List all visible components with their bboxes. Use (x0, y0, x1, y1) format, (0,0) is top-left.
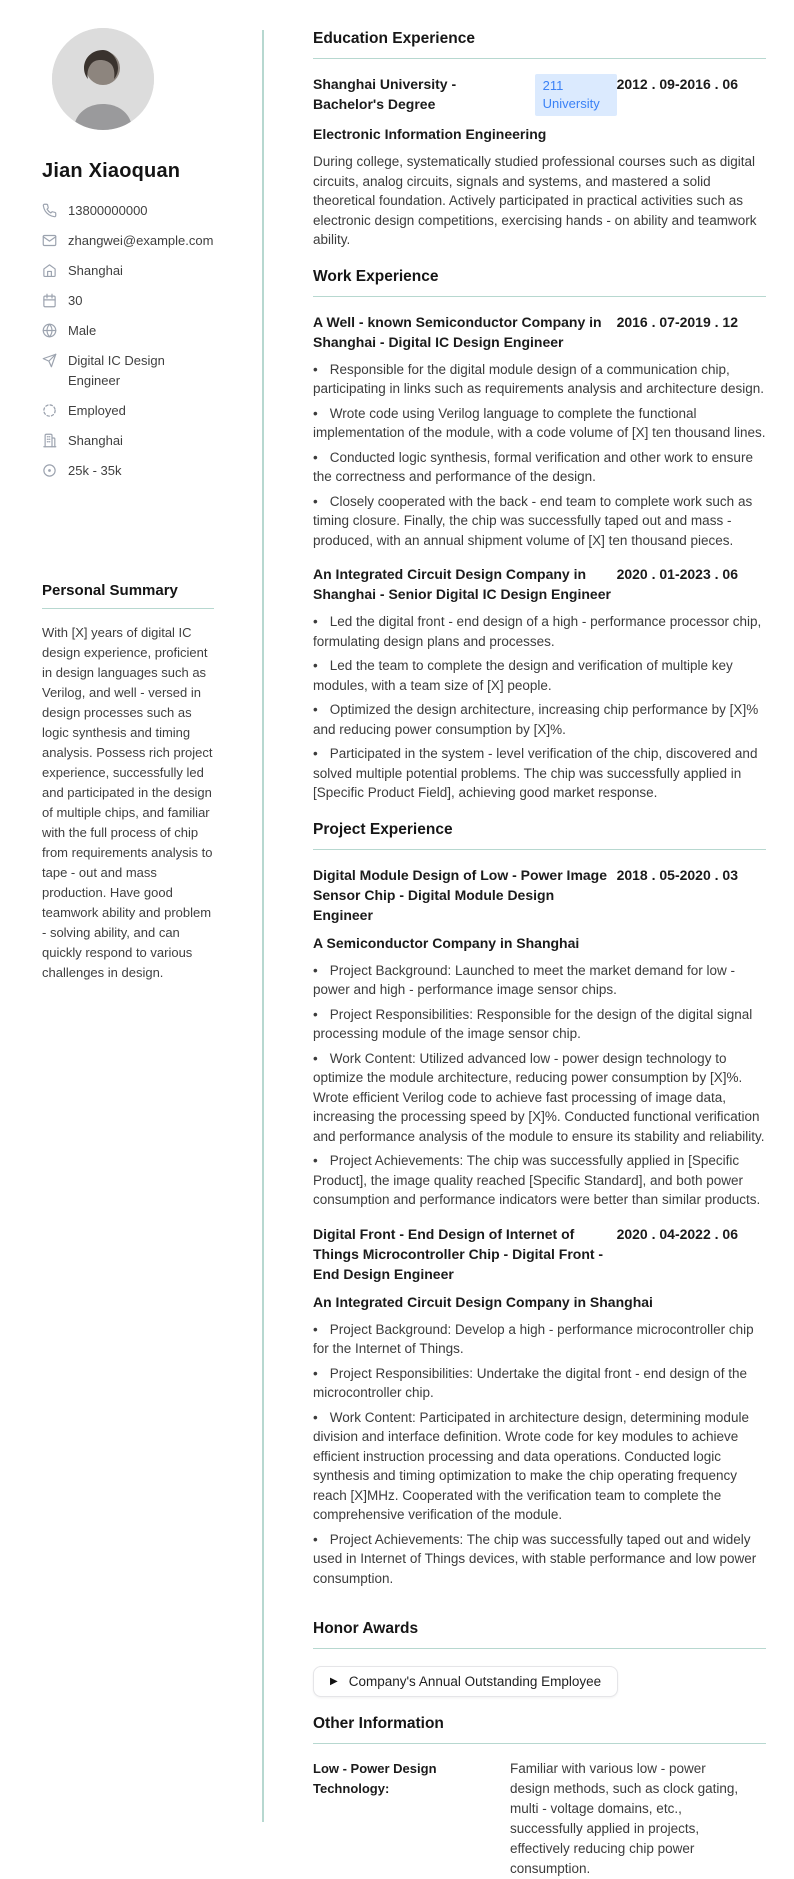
mail-icon (42, 233, 57, 248)
bullet-text: Closely cooperated with the back - end team to complete work such as timing closure. Finally, the chip was successfully taped out and mass - produced, with an annual shipment volume of [X] ten thousand pieces. (313, 493, 753, 548)
honor-awards-section (313, 1618, 766, 1697)
bullet-item (313, 700, 766, 739)
work-item (313, 564, 766, 803)
paper-plane-icon (42, 353, 57, 368)
bullet-dot: • (313, 1006, 318, 1022)
bullet-item (313, 1320, 766, 1359)
contact-salary-text: 25k - 35k (68, 463, 122, 478)
bullet-dot: • (313, 361, 318, 377)
bullet-item (313, 1364, 766, 1403)
bullet-text: Project Achievements: The chip was successfully taped out and widely used in Internet of Things devices, with stable performance and low power consumption. (313, 1531, 757, 1586)
project-item (313, 865, 766, 1210)
project-company: A Semiconductor Company in Shanghai (313, 934, 580, 951)
contact-location (42, 261, 216, 281)
avatar-photo-placeholder (52, 28, 154, 130)
other-information-section (313, 1713, 766, 1879)
project-title-role: Digital Module Design of Low - Power Image Sensor Chip - Digital Module Design Engineer (313, 866, 608, 923)
bullet-text: Wrote code using Verilog language to complete the functional implementation of the module, with a code volume of [X] ten thousand lines. (313, 405, 766, 440)
status-icon (42, 403, 57, 418)
work-item-header (313, 312, 766, 352)
building-icon (42, 433, 57, 448)
bullet-text: Project Responsibilities: Undertake the digital front - end design of the microcontroller chip. (313, 1365, 747, 1400)
home-icon (42, 263, 57, 278)
bullet-item (313, 1151, 766, 1210)
bullet-item (313, 360, 766, 399)
bullet-text: Work Content: Participated in architecture design, determining module division and interface definition. Wrote code for key modules to achieve efficient instruction processing and data operations. Conducted logic synthesis and timing optimization to make the chip operating frequency reach [X]MHz. Cooperated with the verification team to complete the comprehensive verification of the module. (313, 1409, 749, 1522)
contact-job-intention (42, 351, 216, 391)
contact-email-text: zhangwei@example.com (68, 233, 214, 248)
play-icon: ▶ (330, 1675, 338, 1687)
bullet-text: Work Content: Utilized advanced low - power design technology to optimize the module architecture, reducing power consumption by [X]%. Wrote efficient Verilog code to achieve fast processing of image data, increasing the processing speed by [X]%. Conducted functional verification and performance analysis of the module to ensure its stability and reliability. (313, 1050, 765, 1144)
bullet-text: Responsible for the digital module design of a communication chip, participating in links such as requirements analysis and architecture design. (313, 361, 764, 396)
bullet-item (313, 656, 766, 695)
work-experience-section (313, 266, 766, 803)
work-date-range: 2016 . 07-2019 . 12 (616, 313, 738, 330)
work-section-title: Work Experience (313, 266, 766, 297)
salary-icon (42, 463, 57, 478)
education-date-range: 2012 . 09-2016 . 06 (616, 76, 738, 92)
work-company-role: A Well - known Semiconductor Company in Shanghai - Digital IC Design Engineer (313, 313, 602, 350)
bullet-dot: • (313, 1531, 318, 1547)
bullet-text: Led the digital front - end design of a high - performance processor chip, formulating design plans and processes. (313, 614, 762, 649)
contact-location-text: Shanghai (68, 263, 123, 278)
honor-award-text: Company's Annual Outstanding Employee (348, 1674, 602, 1689)
avatar (52, 28, 154, 130)
bullet-text: Led the team to complete the design and verification of multiple key modules, with a team size of [X] people. (313, 658, 733, 693)
bullet-item (313, 492, 766, 551)
personal-summary-text: With [X] years of digital IC design experience, proficient in design languages such as Verilog, and well - versed in design processes such as logic synthesis and timing analysis. Possess rich project experience, successfully led and participated in the design of multiple chips, and familiar with the full process of chip from requirements analysis to tape - out and mass production. Have good teamwork ability and problem - solving ability, and can quickly respond to various challenges in design. (42, 625, 213, 980)
contact-list (42, 201, 216, 481)
other-section-title: Other Information (313, 1713, 766, 1744)
contact-status (42, 401, 216, 421)
bullet-text: Participated in the system - level verification of the chip, discovered and solved multiple potential problems. The chip was successfully applied in [Specific Product Field], achieving good market response. (313, 746, 758, 800)
project-item (313, 1224, 766, 1589)
project-item-header (313, 865, 766, 925)
contact-gender-text: Male (68, 323, 97, 338)
bullet-text: Project Achievements: The chip was successfully applied in [Specific Product], the image quality reached [Specific Standard], and both power consumption and performance indicators were better than similar products. (313, 1153, 761, 1207)
sidebar-main-divider (262, 30, 264, 1822)
bullet-text: Project Responsibilities: Responsible for the design of the digital signal processing module of the image sensor chip. (313, 1006, 753, 1041)
bullet-item (313, 1530, 766, 1589)
university-tag-badge: 211 University (535, 74, 617, 116)
other-info-label: Low - Power Design Technology: (313, 1761, 437, 1796)
bullet-dot: • (313, 449, 318, 465)
contact-gender (42, 321, 216, 341)
contact-email (42, 231, 216, 251)
education-item-header (313, 74, 766, 116)
main-content (313, 28, 766, 1879)
bullet-dot: • (313, 1321, 318, 1337)
contact-phone (42, 201, 216, 221)
other-info-text: Familiar with various low - power design methods, such as clock gating, multi - voltage domains, etc., successfully applied in projects, effectively reducing chip power consumption. (510, 1761, 739, 1876)
contact-status-text: Employed (68, 403, 126, 418)
honor-section-title: Honor Awards (313, 1618, 766, 1649)
project-section-title: Project Experience (313, 819, 766, 850)
project-date-range: 2018 . 05-2020 . 03 (616, 866, 738, 883)
bullet-dot: • (313, 614, 318, 629)
personal-summary-section (42, 582, 214, 983)
contact-city-text: Shanghai (68, 433, 123, 448)
work-company-role: An Integrated Circuit Design Company in Shanghai - Senior Digital IC Design Engineer (313, 566, 611, 602)
bullet-item (313, 961, 766, 1000)
bullet-dot: • (313, 746, 318, 761)
bullet-item (313, 1408, 766, 1525)
work-item (313, 312, 766, 551)
education-section-title: Education Experience (313, 28, 766, 59)
work-item-header (313, 564, 766, 604)
phone-icon (42, 203, 57, 218)
education-description: During college, systematically studied professional courses such as digital circuits, analog circuits, signals and systems, and mastered a solid theoretical foundation. Actively participated in practical activities such as electronic design competitions, exercising hands - on ability and teamwork ability. (313, 154, 757, 247)
education-school-degree: Shanghai University - Bachelor's Degree (313, 76, 457, 112)
bullet-dot: • (313, 1409, 318, 1425)
bullet-item (313, 404, 766, 443)
age-icon (42, 293, 57, 308)
other-info-row (313, 1759, 766, 1879)
bullet-item (313, 744, 766, 803)
gender-icon (42, 323, 57, 338)
bullet-dot: • (313, 1050, 318, 1066)
personal-summary-title: Personal Summary (42, 582, 214, 609)
bullet-dot: • (313, 1365, 318, 1381)
education-item (313, 74, 766, 250)
bullet-item (313, 612, 766, 651)
bullet-dot: • (313, 493, 318, 509)
work-date-range: 2020 . 01-2023 . 06 (616, 566, 738, 582)
bullet-text: Project Background: Launched to meet the market demand for low - power and high - performance image sensor chips. (313, 962, 735, 997)
project-date-range: 2020 . 04-2022 . 06 (616, 1225, 738, 1242)
project-item-header (313, 1224, 766, 1284)
sidebar (42, 28, 216, 491)
bullet-dot: • (313, 702, 318, 717)
contact-job-intention-text: Digital IC Design Engineer (68, 353, 165, 388)
project-experience-section (313, 819, 766, 1589)
bullet-text: Project Background: Develop a high - performance microcontroller chip for the Internet of Things. (313, 1321, 754, 1356)
contact-age (42, 291, 216, 311)
bullet-text: Optimized the design architecture, increasing chip performance by [X]% and reducing power consumption by [X]%. (313, 702, 759, 737)
project-title-role: Digital Front - End Design of Internet of Things Microcontroller Chip - Digital Front - End Design Engineer (313, 1225, 604, 1282)
bullet-dot: • (313, 405, 318, 421)
contact-salary (42, 461, 216, 481)
bullet-text: Conducted logic synthesis, formal verification and other work to ensure the correctness and performance of the design. (313, 449, 753, 484)
bullet-dot: • (313, 962, 318, 978)
project-company: An Integrated Circuit Design Company in Shanghai (313, 1293, 653, 1310)
bullet-item (313, 1005, 766, 1044)
bullet-dot: • (313, 658, 318, 673)
contact-city (42, 431, 216, 451)
contact-phone-text: 13800000000 (68, 203, 148, 218)
bullet-item (313, 448, 766, 487)
honor-award-badge (313, 1666, 618, 1697)
bullet-item (313, 1049, 766, 1147)
bullet-dot: • (313, 1153, 318, 1168)
person-name: Jian Xiaoquan (42, 160, 181, 182)
education-section (313, 28, 766, 250)
education-major: Electronic Information Engineering (313, 126, 547, 142)
contact-age-text: 30 (68, 293, 83, 308)
